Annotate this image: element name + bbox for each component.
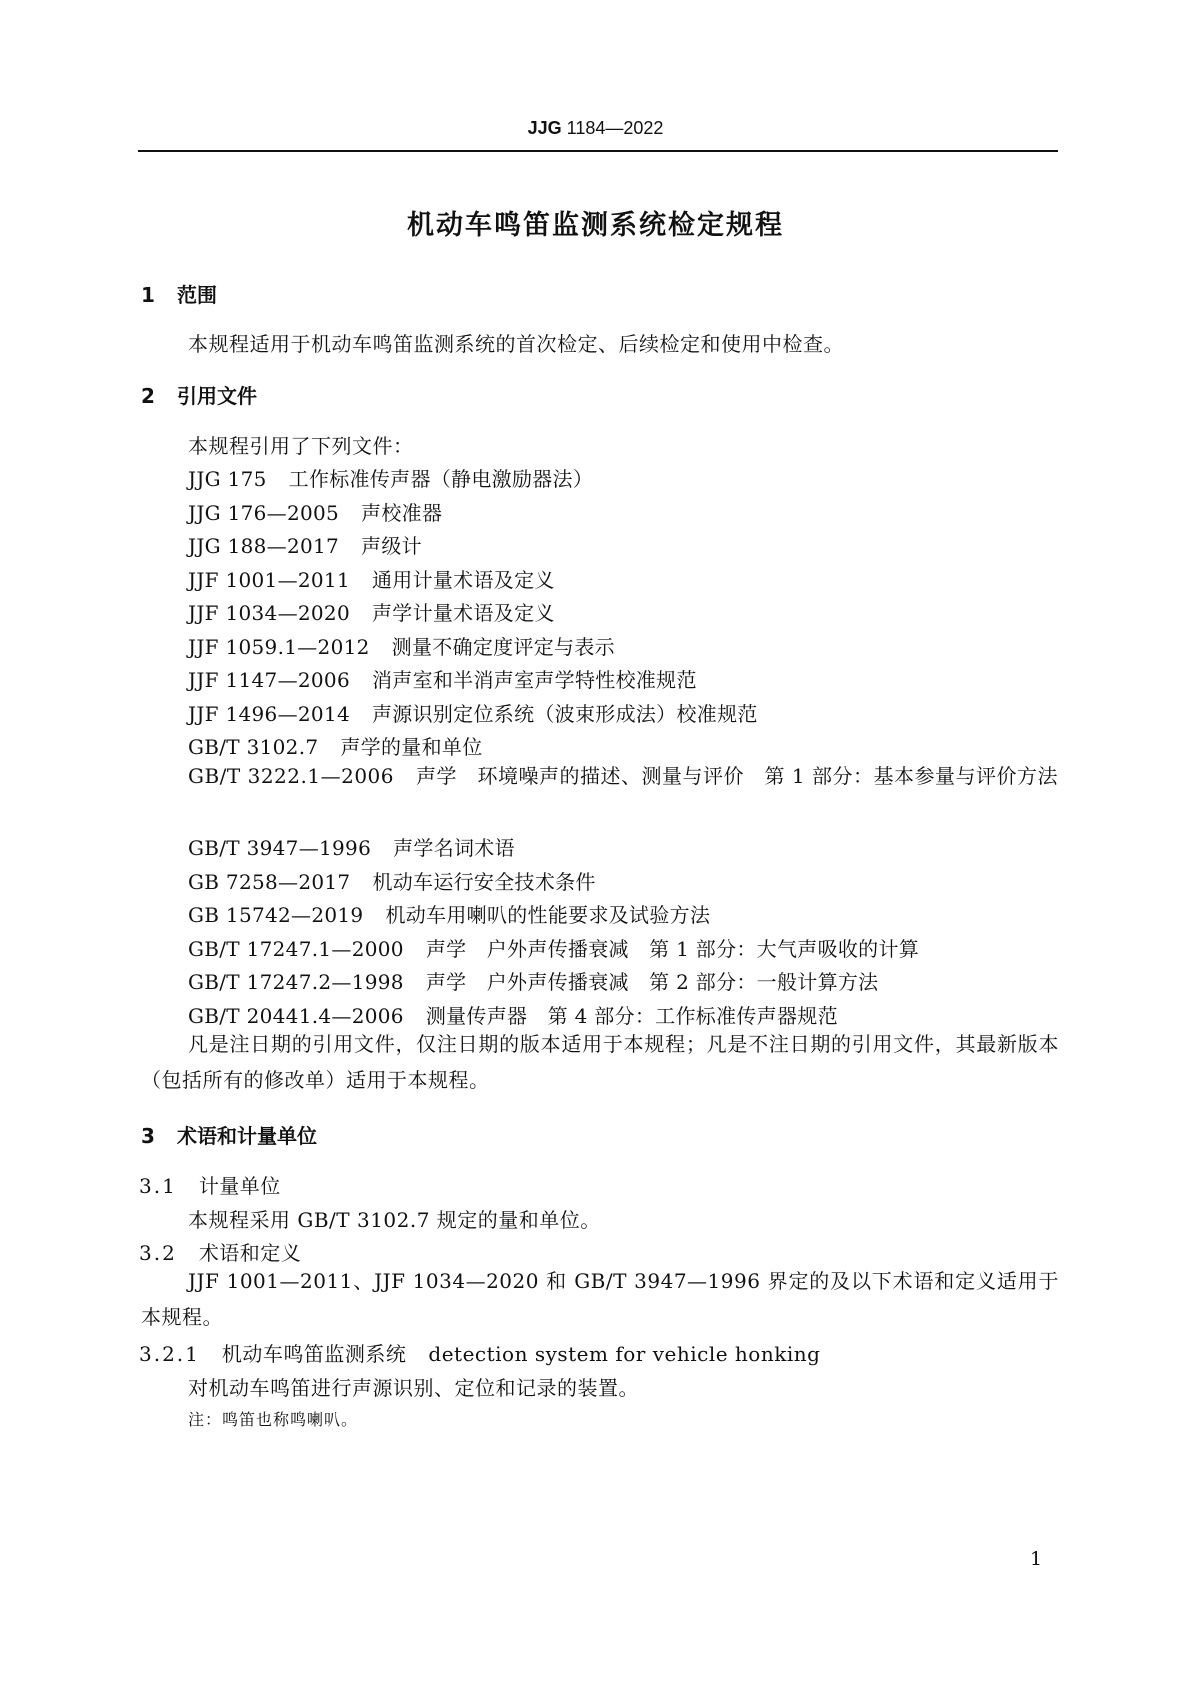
- reference-item: [188, 899, 710, 928]
- subsection-3-1-body: 本规程采用 GB/T 3102.7 规定的量和单位。: [188, 1208, 601, 1232]
- reference-title: 声学名词术语: [393, 836, 515, 860]
- reference-title: 声学计量术语及定义: [371, 601, 555, 625]
- reference-item: [188, 933, 919, 962]
- subsection-number: 3.1: [139, 1174, 177, 1198]
- reference-item: [188, 463, 593, 492]
- reference-item: [188, 866, 596, 895]
- reference-item: [188, 664, 697, 693]
- reference-code: GB/T 17247.2—1998: [188, 970, 404, 994]
- term-title: 机动车鸣笛监测系统: [221, 1342, 407, 1366]
- section-3-title: 术语和计量单位: [177, 1124, 317, 1148]
- reference-item: [188, 564, 555, 593]
- reference-code: JJG 176—2005: [188, 501, 340, 525]
- reference-title: 工作标准传声器（静电激励器法）: [288, 467, 594, 491]
- header-code: JJG: [527, 118, 562, 138]
- section-2-title: 引用文件: [177, 384, 257, 408]
- header-rule: [138, 150, 1058, 152]
- header-number: 1184—2022: [566, 118, 664, 138]
- subsection-title: 计量单位: [198, 1174, 281, 1198]
- reference-item: [188, 698, 758, 727]
- term-3-2-1-heading: [139, 1338, 820, 1367]
- reference-title: 测量传声器 第 4 部分：工作标准传声器规范: [425, 1004, 838, 1028]
- reference-title: 通用计量术语及定义: [371, 568, 555, 592]
- reference-item: [188, 731, 483, 760]
- reference-item: [188, 832, 515, 861]
- reference-item: [188, 1000, 838, 1029]
- reference-title: 测量不确定度评定与表示: [391, 635, 615, 659]
- reference-title: 声学 户外声传播衰减 第 1 部分：大气声吸收的计算: [425, 937, 920, 961]
- subsection-3-2-body: JJF 1001—2011、JJF 1034—2020 和 GB/T 3947—1996 界定的及以下术语和定义适用于本规程。: [141, 1269, 1059, 1329]
- section-3-number: 3: [141, 1124, 155, 1148]
- running-header: [0, 118, 1191, 139]
- reference-code: GB/T 3947—1996: [188, 836, 372, 860]
- section-2-heading: [141, 380, 257, 409]
- subsection-title: 术语和定义: [198, 1241, 302, 1265]
- term-number: 3.2.1: [139, 1342, 200, 1366]
- reference-code: JJF 1059.1—2012: [188, 635, 370, 659]
- reference-code: JJF 1147—2006: [188, 668, 350, 692]
- reference-code: JJF 1496—2014: [188, 702, 350, 726]
- reference-code: GB/T 3222.1—2006: [188, 764, 394, 788]
- reference-title: 消声室和半消声室声学特性校准规范: [371, 668, 697, 692]
- reference-code: GB/T 20441.4—2006: [188, 1004, 404, 1028]
- section-1-number: 1: [141, 283, 155, 307]
- reference-title: 机动车用喇叭的性能要求及试验方法: [385, 903, 711, 927]
- reference-code: JJG 175: [188, 467, 267, 491]
- reference-title: 声学的量和单位: [340, 735, 483, 759]
- section-3-heading: [141, 1120, 317, 1149]
- section-2-closing: 凡是注日期的引用文件，仅注日期的版本适用于本规程；凡是不注日期的引用文件，其最新版本（包括所有的修改单）适用于本规程。: [141, 1032, 1059, 1092]
- subsection-3-1-heading: [139, 1170, 281, 1199]
- subsection-number: 3.2: [139, 1241, 177, 1265]
- reference-item: [188, 530, 422, 559]
- reference-title: 声校准器: [361, 501, 443, 525]
- reference-item: [188, 497, 442, 526]
- reference-code: GB 7258—2017: [188, 870, 351, 894]
- reference-title: 声级计: [361, 534, 422, 558]
- reference-code: JJG 188—2017: [188, 534, 340, 558]
- term-title-en: detection system for vehicle honking: [428, 1342, 821, 1366]
- reference-code: GB/T 3102.7: [188, 735, 319, 759]
- term-3-2-1-note: 注：鸣笛也称鸣喇叭。: [188, 1410, 359, 1429]
- subsection-3-2-heading: [139, 1237, 301, 1266]
- page-number: 1: [1030, 1548, 1043, 1570]
- section-2-number: 2: [141, 384, 155, 408]
- reference-item: [188, 631, 615, 660]
- reference-item-wrapped: [141, 758, 1059, 794]
- reference-code: JJF 1001—2011: [188, 568, 350, 592]
- reference-code: GB/T 17247.1—2000: [188, 937, 404, 961]
- section-1-body: 本规程适用于机动车鸣笛监测系统的首次检定、后续检定和使用中检查。: [188, 332, 844, 356]
- reference-item: [188, 966, 878, 995]
- section-2-intro: 本规程引用了下列文件：: [188, 434, 414, 458]
- term-3-2-1-definition: 对机动车鸣笛进行声源识别、定位和记录的装置。: [188, 1376, 639, 1400]
- reference-title: 机动车运行安全技术条件: [372, 870, 596, 894]
- section-1-heading: [141, 279, 217, 308]
- reference-code: GB 15742—2019: [188, 903, 364, 927]
- reference-title: 声源识别定位系统（波束形成法）校准规范: [371, 702, 758, 726]
- section-1-title: 范围: [177, 283, 217, 307]
- reference-code: JJF 1034—2020: [188, 601, 350, 625]
- reference-item: [188, 597, 555, 626]
- page-title: 机动车鸣笛监测系统检定规程: [407, 210, 784, 241]
- reference-title: 声学 环境噪声的描述、测量与评价 第 1 部分：基本参量与评价方法: [416, 764, 1058, 788]
- reference-title: 声学 户外声传播衰减 第 2 部分：一般计算方法: [425, 970, 879, 994]
